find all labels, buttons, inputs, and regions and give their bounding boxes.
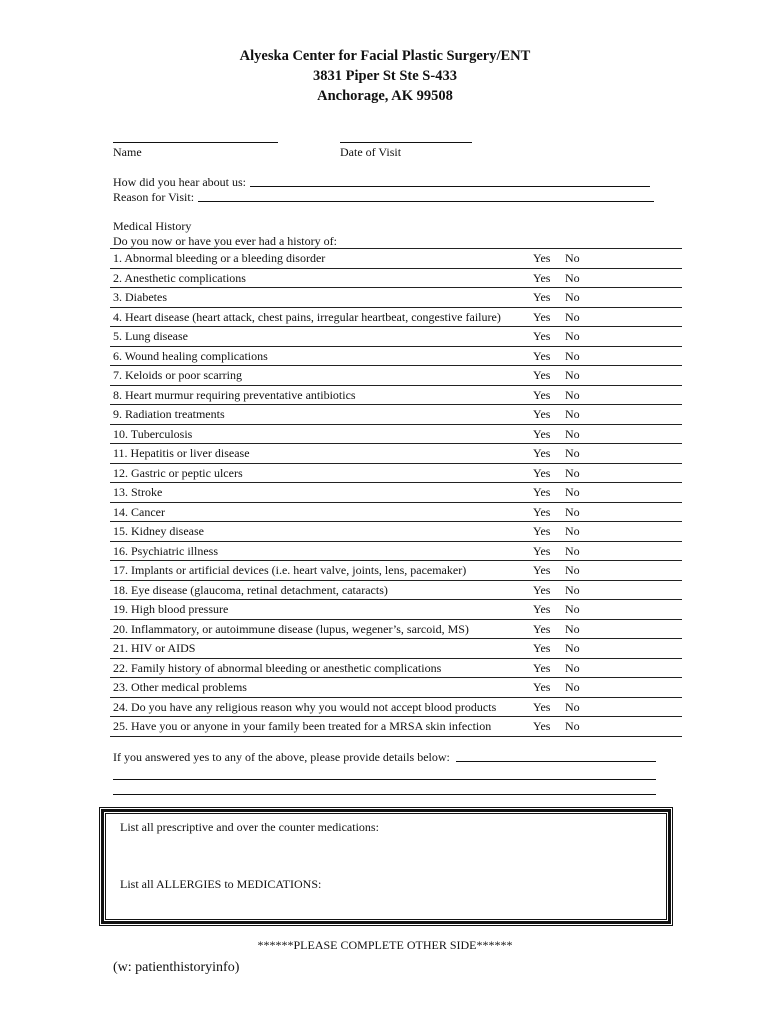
complete-other-side-note: ******PLEASE COMPLETE OTHER SIDE******: [257, 938, 513, 952]
date-of-visit-field[interactable]: [340, 142, 472, 143]
no-option[interactable]: No: [565, 543, 580, 558]
no-option[interactable]: No: [565, 680, 580, 694]
clinic-header: [0, 46, 770, 106]
yes-option[interactable]: Yes: [533, 641, 551, 655]
table-row: [110, 600, 682, 620]
question-text: 23. Other medical problems: [113, 680, 247, 694]
medication-allergies-label: List all ALLERGIES to MEDICATIONS:: [120, 877, 322, 891]
table-row: [110, 639, 682, 659]
table-row: [110, 678, 682, 698]
medical-history-prompt: Do you now or have you ever had a history of:: [113, 234, 337, 248]
table-row: [110, 698, 682, 718]
question-text: 24. Do you have any religious reason why you would not accept blood products: [113, 699, 497, 714]
table-row: [110, 366, 682, 386]
yes-option[interactable]: Yes: [533, 524, 551, 538]
yes-option[interactable]: Yes: [533, 368, 551, 382]
no-option[interactable]: No: [565, 660, 580, 675]
question-text: 25. Have you or anyone in your family been treated for a MRSA skin infection: [113, 719, 492, 733]
question-text: 4. Heart disease (heart attack, chest pains, irregular heartbeat, congestive failure): [113, 309, 501, 324]
no-option[interactable]: No: [565, 563, 580, 577]
yes-option[interactable]: Yes: [533, 348, 551, 363]
no-option[interactable]: No: [565, 504, 580, 519]
yes-option[interactable]: Yes: [533, 485, 551, 499]
table-row: [110, 483, 682, 503]
table-row: [110, 347, 682, 367]
table-row: [110, 581, 682, 601]
no-option[interactable]: No: [565, 407, 580, 421]
question-text: 3. Diabetes: [113, 290, 167, 304]
no-option[interactable]: No: [565, 621, 580, 636]
yes-option[interactable]: Yes: [533, 699, 551, 714]
yes-option[interactable]: Yes: [533, 387, 551, 402]
question-text: 8. Heart murmur requiring preventative antibiotics: [113, 387, 356, 402]
question-text: 18. Eye disease (glaucoma, retinal detachment, cataracts): [113, 582, 388, 597]
question-text: 12. Gastric or peptic ulcers: [113, 465, 243, 480]
question-text: 7. Keloids or poor scarring: [113, 368, 242, 382]
table-row: [110, 386, 682, 406]
medical-history-heading: [113, 219, 337, 249]
no-option[interactable]: No: [565, 582, 580, 597]
no-option[interactable]: No: [565, 485, 580, 499]
no-option[interactable]: No: [565, 719, 580, 733]
details-section: [113, 749, 656, 795]
reason-for-visit-field[interactable]: [198, 201, 654, 202]
form-identifier: (w: patienthistoryinfo): [113, 960, 240, 975]
table-row: [110, 269, 682, 289]
yes-option[interactable]: Yes: [533, 563, 551, 577]
table-row: [110, 308, 682, 328]
yes-option[interactable]: Yes: [533, 251, 551, 265]
table-row: [110, 522, 682, 542]
table-row: [110, 464, 682, 484]
no-option[interactable]: No: [565, 465, 580, 480]
medical-history-title: Medical History: [113, 219, 192, 233]
yes-option[interactable]: Yes: [533, 602, 551, 616]
question-text: 21. HIV or AIDS: [113, 641, 196, 655]
medications-box: [99, 807, 673, 926]
question-text: 9. Radiation treatments: [113, 407, 225, 421]
no-option[interactable]: No: [565, 426, 580, 441]
no-option[interactable]: No: [565, 251, 580, 265]
question-text: 10. Tuberculosis: [113, 426, 193, 441]
yes-option[interactable]: Yes: [533, 719, 551, 733]
heard-about-us-label: How did you hear about us:: [113, 175, 246, 189]
details-field-1[interactable]: [456, 761, 656, 762]
table-row: [110, 327, 682, 347]
yes-option[interactable]: Yes: [533, 329, 551, 343]
question-text: 6. Wound healing complications: [113, 348, 268, 363]
no-option[interactable]: No: [565, 270, 580, 285]
question-text: 2. Anesthetic complications: [113, 270, 246, 285]
yes-option[interactable]: Yes: [533, 621, 551, 636]
reason-for-visit-row: [113, 190, 654, 205]
name-field[interactable]: [113, 142, 278, 143]
question-text: 20. Inflammatory, or autoimmune disease (lupus, wegener’s, sarcoid, MS): [113, 621, 469, 636]
reason-for-visit-label: Reason for Visit:: [113, 190, 195, 204]
question-text: 13. Stroke: [113, 485, 163, 499]
table-row: [110, 717, 682, 737]
table-row: [110, 620, 682, 640]
no-option[interactable]: No: [565, 309, 580, 324]
no-option[interactable]: No: [565, 699, 580, 714]
table-row: [110, 561, 682, 581]
table-row: [110, 444, 682, 464]
prescriptive-medications-label: List all prescriptive and over the counter medications:: [120, 820, 379, 834]
date-of-visit-label: Date of Visit: [340, 145, 402, 159]
no-option[interactable]: No: [565, 387, 580, 402]
table-row: [110, 503, 682, 523]
question-text: 15. Kidney disease: [113, 524, 204, 538]
yes-option[interactable]: Yes: [533, 543, 551, 558]
yes-option[interactable]: Yes: [533, 309, 551, 324]
details-prompt: If you answered yes to any of the above, please provide details below:: [113, 750, 450, 764]
yes-option[interactable]: Yes: [533, 290, 551, 304]
question-text: 16. Psychiatric illness: [113, 543, 218, 558]
yes-option[interactable]: Yes: [533, 582, 551, 597]
yes-option[interactable]: Yes: [533, 426, 551, 441]
table-row: [110, 249, 682, 269]
yes-option[interactable]: Yes: [533, 407, 551, 421]
yes-option[interactable]: Yes: [533, 270, 551, 285]
clinic-street: 3831 Piper St Ste S-433: [313, 68, 457, 84]
name-label: Name: [113, 145, 142, 159]
table-row: [110, 659, 682, 679]
no-option[interactable]: No: [565, 290, 580, 304]
yes-option[interactable]: Yes: [533, 465, 551, 480]
yes-option[interactable]: Yes: [533, 446, 551, 460]
question-text: 17. Implants or artificial devices (i.e. heart valve, joints, lens, pacemaker): [113, 563, 467, 577]
clinic-name: Alyeska Center for Facial Plastic Surgery/ENT: [239, 48, 531, 64]
question-text: 5. Lung disease: [113, 329, 188, 343]
heard-about-us-row: [113, 175, 650, 190]
table-row: [110, 288, 682, 308]
question-text: 14. Cancer: [113, 504, 165, 519]
question-text: 1. Abnormal bleeding or a bleeding disorder: [113, 251, 326, 265]
question-text: 11. Hepatitis or liver disease: [113, 446, 250, 460]
no-option[interactable]: No: [565, 348, 580, 363]
yes-option[interactable]: Yes: [533, 660, 551, 675]
medical-history-table: [110, 248, 682, 737]
question-text: 19. High blood pressure: [113, 602, 229, 616]
no-option[interactable]: No: [565, 329, 580, 343]
table-row: [110, 425, 682, 445]
table-row: [110, 405, 682, 425]
no-option[interactable]: No: [565, 641, 580, 655]
yes-option[interactable]: Yes: [533, 680, 551, 694]
yes-option[interactable]: Yes: [533, 504, 551, 519]
heard-about-us-field[interactable]: [250, 186, 650, 187]
no-option[interactable]: No: [565, 368, 580, 382]
details-field-2[interactable]: [113, 765, 656, 780]
no-option[interactable]: No: [565, 524, 580, 538]
details-field-3[interactable]: [113, 780, 656, 795]
no-option[interactable]: No: [565, 602, 580, 616]
clinic-city: Anchorage, AK 99508: [317, 88, 453, 104]
question-text: 22. Family history of abnormal bleeding or anesthetic complications: [113, 660, 442, 675]
no-option[interactable]: No: [565, 446, 580, 460]
table-row: [110, 542, 682, 562]
